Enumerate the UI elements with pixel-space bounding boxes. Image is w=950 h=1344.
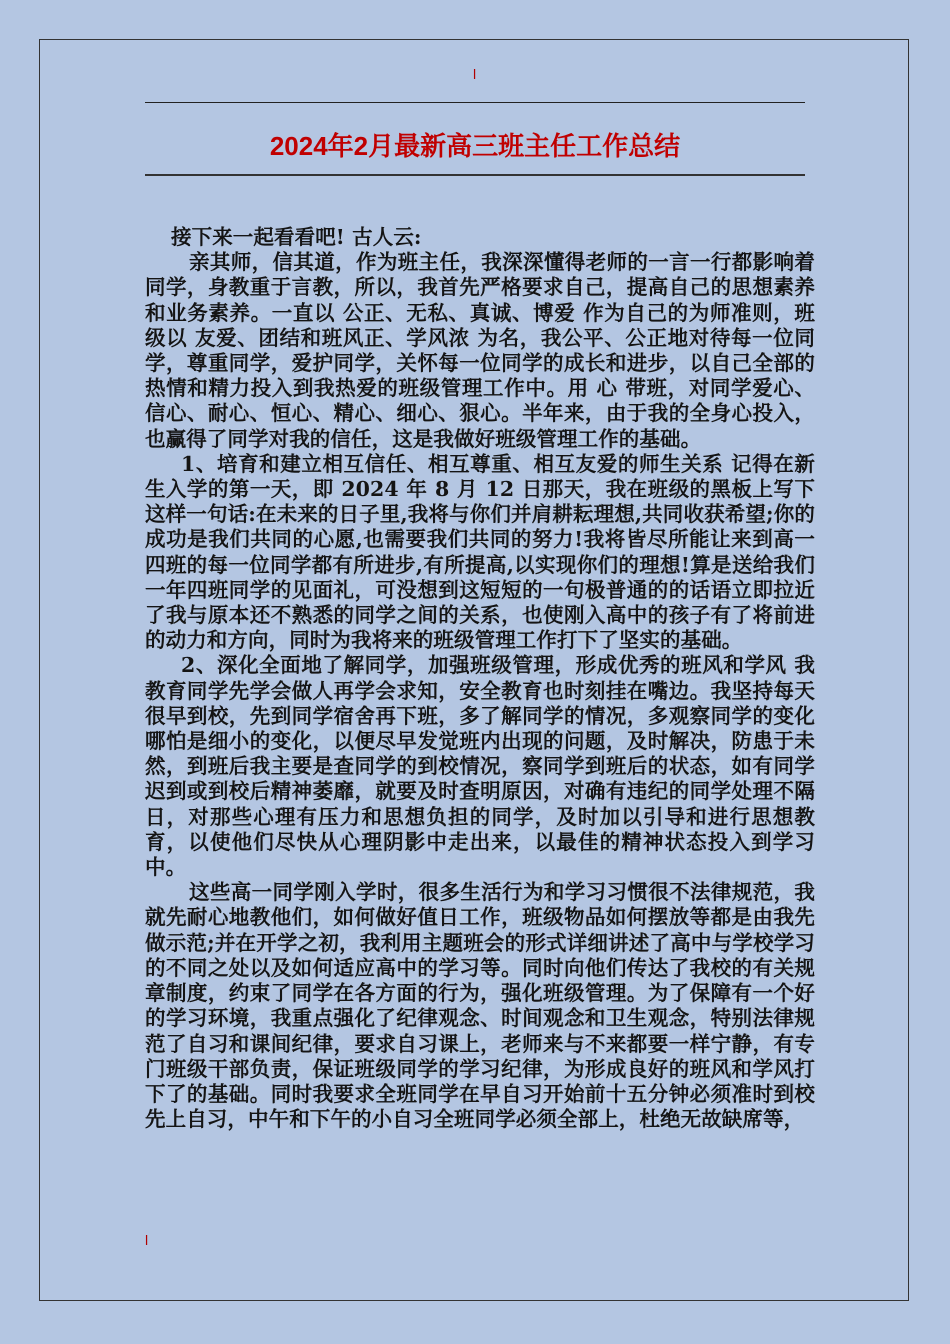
paragraph-habits: 这些高一同学刚入学时，很多生活行为和学习习惯很不法律规范，我就先耐心地教他们，如何做好值日工作，班级物品如何摆放等都是由我先做示范;并在开学之初，我利用主题班会的形式详细讲述了高中与学校学习的不同之处以及如何适应高中的学习等。同时向他们传达了我校的有关规章制度，约束了同学在各方面的行为，强化班级管理。为了保障有一个好的学习环境，我重点强化了纪律观念、时间观念和卫生观念，特别法律规范了自习和课间纪律，要求自习课上，老师来与不来都要一样宁静，有专门班级干部负责，保证班级同学的学习纪律，为形成良好的班风和学风打下了的基础。同时我要求全班同学在早自习开始前十五分钟必须准时到校先上自习，中午和下午的小自习全班同学必须全部上，杜绝无故缺席等，	[145, 880, 815, 1132]
header-rule-bottom	[145, 174, 805, 176]
document-title: 2024年2月最新高三班主任工作总结	[269, 131, 681, 161]
paragraph-intro: 接下来一起看看吧! 古人云:	[171, 225, 422, 249]
header-rule-top	[145, 102, 805, 103]
header-mark: l	[473, 66, 477, 82]
paragraph-teacher-role: 亲其师，信其道，作为班主任，我深深懂得老师的一言一行都影响着同学，身教重于言教，所以，我首先严格要求自己，提高自己的思想素养和业务素养。一直以 公正、无私、真诚、博爱 作为自己的为师准则，班级以 友爱、团结和班风正、学风浓 为名，我公平、公正地对待每一位同学，尊重同学，爱护同学，关怀每一位同学的成长和进步，以自己全部的热情和精力投入到我热爱的班级管理工作中。用 心 带班，对同学爱心、信心、耐心、恒心、精心、细心、狠心。半年来，由于我的全身心投入，也赢得了同学对我的信任，这是我做好班级管理工作的基础。	[145, 250, 815, 451]
footer-mark: l	[145, 1232, 149, 1248]
paragraph-section-2: 2、深化全面地了解同学，加强班级管理，形成优秀的班风和学风 我教育同学先学会做人再学会求知，安全教育也时刻挂在嘴边。我坚持每天很早到校，先到同学宿舍再下班，多了解同学的情况，多观察同学的变化哪怕是细小的变化，以便尽早发觉班内出现的问题，及时解决，防患于未然，到班后我主要是查同学的到校情况，察同学到班后的状态，如有同学迟到或到校后精神萎靡，就要及时查明原因，对确有违纪的同学处理不隔日，对那些心理有压力和思想负担的同学，及时加以引导和进行思想教育，以使他们尽快从心理阴影中走出来，以最佳的精神状态投入到学习中。	[145, 653, 815, 880]
paragraph-section-1: 1、培育和建立相互信任、相互尊重、相互友爱的师生关系 记得在新生入学的第一天，即 2024 年 8 月 12 日那天，我在班级的黑板上写下这样一句话:在未来的日子里,我将与你们并肩耕耘理想,共同收获希望;你的成功是我们共同的心愿,也需要我们共同的努力!我将皆尽所能让来到高一四班的每一位同学都有所进步,有所提高,以实现你们的理想!算是送给我们一年四班同学的见面礼，可没想到这短短的一句极普通的的话语立即拉近了我与原本还不熟悉的同学之间的关系，也使刚入高中的孩子有了将前进的动力和方向，同时为我将来的班级管理工作打下了坚实的基础。	[145, 451, 815, 653]
document-body	[145, 225, 815, 1132]
